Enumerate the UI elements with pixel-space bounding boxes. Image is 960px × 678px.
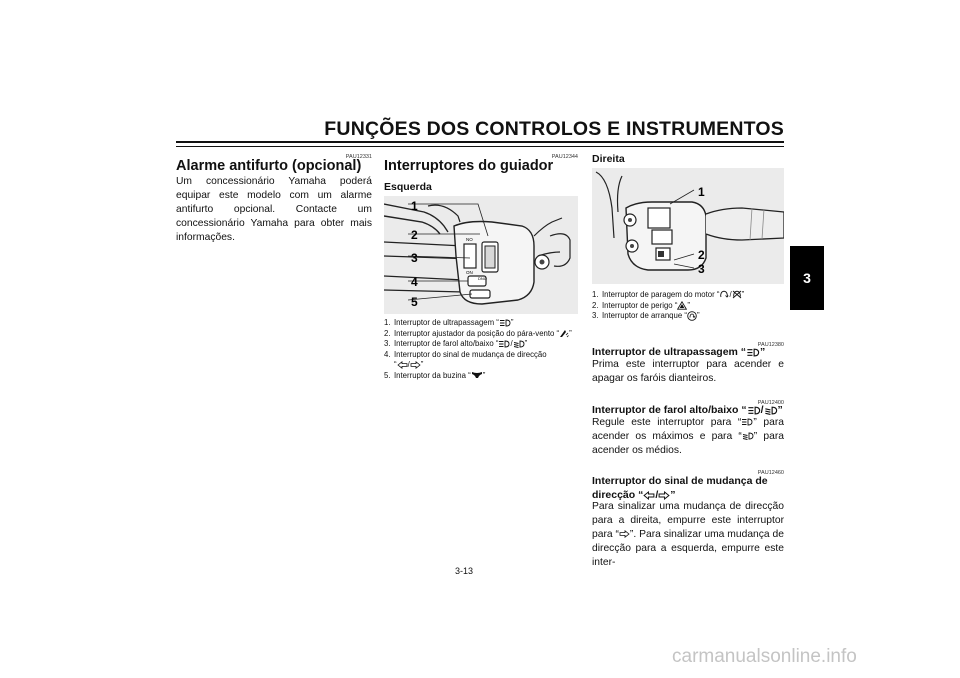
section-title-alarm: Alarme antifurto (opcional): [176, 158, 362, 174]
hazard-icon: [677, 301, 687, 310]
high-beam-icon: [741, 418, 753, 426]
callout-2: 2: [698, 248, 705, 262]
right-handlebar-figure: [592, 168, 784, 284]
high-beam-icon: [499, 319, 511, 327]
label-no: NO: [466, 237, 473, 242]
callout-5: 5: [411, 295, 418, 309]
caption-item: 1. Interruptor de paragem do motor “ / ”: [592, 290, 745, 299]
section-text-alarm: Um concessionário Yamaha poderá equipar este modelo com um alarme antifurto opcional. Contacte um concessionário Yamaha para obter mais informações.: [176, 176, 372, 243]
section-code: PAU12400: [757, 400, 784, 406]
subtitle-right: Direita: [592, 153, 625, 165]
low-beam-icon: [764, 406, 778, 415]
high-beam-icon: [746, 348, 760, 357]
right-figure-captions: [592, 290, 784, 322]
turn-left-icon: [643, 491, 655, 500]
caption-item: 3. Interruptor de arranque “ ”: [592, 311, 700, 321]
high-beam-icon: [498, 340, 510, 348]
callout-3: 3: [698, 262, 705, 276]
callout-4: 4: [411, 275, 418, 289]
turn-left-icon: [397, 361, 408, 369]
caption-item: 2. Interruptor de perigo “ ”: [592, 300, 691, 310]
header-rule: [176, 141, 784, 143]
section-code: PAU12344: [551, 154, 578, 160]
left-figure-captions: [384, 318, 580, 381]
section-title-passing: Interruptor de ultrapassagem “ ”: [592, 346, 766, 358]
caption-item: 4. Interruptor do sinal de mudança de direcção “ / ”: [384, 349, 547, 369]
label-dno: DNO: [478, 276, 487, 281]
high-beam-icon: [747, 406, 761, 415]
engine-stop-icon: [732, 290, 742, 299]
section-code: PAU12460: [757, 470, 784, 476]
left-handlebar-figure: [384, 196, 578, 314]
turn-right-icon: [619, 530, 630, 538]
section-title-turn-signal: Interruptor do sinal de mudança de direcção “ / ”: [592, 475, 768, 501]
right-switch-illustration: [592, 168, 784, 284]
section-text-passing: Prima este interruptor para acender e apagar os faróis dianteiros.: [592, 359, 784, 384]
watermark: carmanualsonline.info: [672, 646, 857, 667]
windshield-icon: [559, 329, 569, 338]
section-text-dimmer: Regule este interruptor para “ ” para acender os máximos e para “ ” para acender os médios.: [592, 417, 784, 456]
starter-icon: [687, 311, 697, 321]
left-switch-illustration: [384, 196, 578, 314]
subtitle-left: Esquerda: [384, 181, 432, 193]
low-beam-icon: [513, 340, 525, 348]
section-code: PAU12380: [757, 342, 784, 348]
page-number: 3-13: [455, 566, 474, 576]
caption-item: 5. Interruptor da buzina “ ”: [384, 370, 486, 380]
callout-1: 1: [698, 185, 705, 199]
label-on: ON: [466, 270, 473, 275]
callout-1: 1: [411, 199, 418, 213]
chapter-title: FUNÇÕES DOS CONTROLOS E INSTRUMENTOS: [324, 118, 784, 140]
section-title-handlebar: Interruptores do guiador: [384, 158, 554, 174]
header-rule-thin: [176, 146, 784, 147]
turn-right-icon: [658, 491, 670, 500]
section-title-dimmer: Interruptor de farol alto/baixo “ / ”: [592, 404, 783, 416]
section-text-turn-signal: Para sinalizar uma mudança de direcção para a direita, empurre este interruptor para “ ”. Para sinalizar uma mudança de direcção para a esquerda, empurre este inter-: [592, 501, 784, 568]
low-beam-icon: [742, 432, 754, 440]
caption-item: 1. Interruptor de ultrapassagem “ ”: [384, 318, 514, 327]
caption-item: 3. Interruptor de farol alto/baixo “ / ”: [384, 339, 528, 348]
callout-3: 3: [411, 251, 418, 265]
horn-icon: [471, 371, 483, 379]
callout-2: 2: [411, 228, 418, 242]
section-code: PAU12331: [345, 154, 372, 160]
chapter-tab: 3: [790, 246, 824, 310]
caption-item: 2. Interruptor ajustador da posição do pára-vento “ ”: [384, 328, 572, 338]
engine-run-icon: [719, 290, 729, 299]
turn-right-icon: [410, 361, 421, 369]
